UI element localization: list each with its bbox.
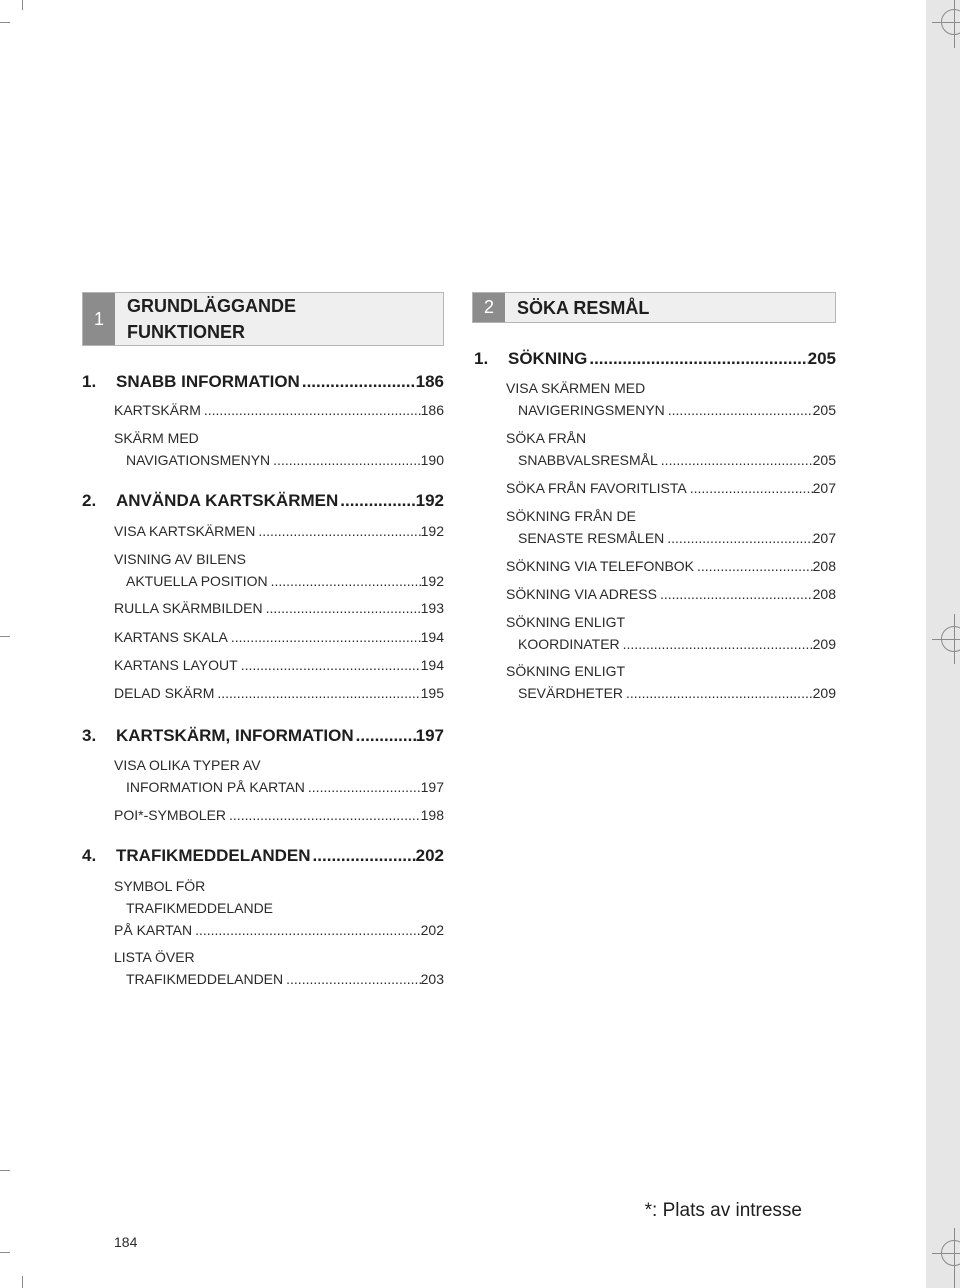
entry-title: KARTSKÄRM — [114, 402, 201, 418]
crop-mark — [932, 22, 960, 23]
chapter-page: 205 — [807, 349, 836, 368]
section-title-line: GRUNDLÄGGANDE — [127, 296, 296, 316]
leader-dots — [620, 633, 813, 655]
section-title — [127, 293, 435, 345]
leader-dots — [665, 399, 813, 421]
toc-entry[interactable] — [114, 754, 444, 798]
entry-page: 208 — [812, 586, 836, 602]
footnote: *: Plats av intresse — [644, 1200, 802, 1221]
leader-dots — [311, 846, 416, 866]
entry-title: SEVÄRDHETER — [518, 685, 624, 701]
toc-chapter[interactable] — [82, 726, 444, 746]
entry-page: 194 — [420, 629, 444, 645]
chapter-number: 4. — [82, 846, 97, 865]
leader-dots — [192, 919, 421, 941]
entry-title: SÖKA FRÅN FAVORITLISTA — [506, 480, 687, 496]
leader-dots — [268, 570, 421, 592]
toc-entry[interactable] — [114, 804, 444, 826]
toc-chapter[interactable] — [474, 349, 836, 369]
entry-title: SÖKNING VIA ADRESS — [506, 586, 657, 602]
chapter-number: 1. — [82, 372, 97, 391]
crop-mark — [0, 22, 10, 23]
leader-dots — [587, 349, 807, 369]
entry-title: POI*-SYMBOLER — [114, 807, 227, 823]
chapter-title: SNABB INFORMATION — [116, 372, 300, 391]
toc-chapter[interactable] — [82, 491, 444, 511]
entry-page: 207 — [812, 480, 836, 496]
toc-entry[interactable] — [506, 377, 836, 421]
toc-entry[interactable] — [506, 660, 836, 704]
entry-title: LISTA ÖVER — [114, 949, 195, 965]
chapter-page: 202 — [415, 846, 444, 865]
entry-page: 192 — [420, 573, 444, 589]
leader-dots — [305, 776, 421, 798]
entry-page: 203 — [420, 971, 444, 987]
toc-entry[interactable] — [114, 597, 444, 619]
toc-entry[interactable] — [114, 682, 444, 704]
entry-page: 190 — [420, 452, 444, 468]
chapter-title: ANVÄNDA KARTSKÄRMEN — [116, 491, 339, 510]
entry-title: KARTANS LAYOUT — [114, 657, 238, 673]
entry-page: 205 — [812, 452, 836, 468]
leader-dots — [664, 527, 812, 549]
entry-page: 186 — [420, 402, 444, 418]
toc-entry[interactable] — [114, 654, 444, 676]
entry-title: SÖKNING ENLIGT — [506, 663, 626, 679]
section-title-line: SÖKA RESMÅL — [517, 297, 650, 318]
crop-mark — [22, 0, 23, 10]
chapter-page: 186 — [415, 372, 444, 391]
entry-page: 205 — [812, 402, 836, 418]
entry-title: RULLA SKÄRMBILDEN — [114, 600, 263, 616]
crop-mark — [932, 1253, 960, 1254]
section-title-line: FUNKTIONER — [127, 322, 245, 342]
leader-dots — [354, 726, 416, 746]
leader-dots — [338, 491, 415, 511]
toc-entry[interactable] — [114, 520, 444, 542]
toc-entry[interactable] — [506, 555, 836, 577]
chapter-title: TRAFIKMEDDELANDEN — [116, 846, 311, 865]
crop-mark — [954, 0, 955, 48]
toc-entry[interactable] — [506, 427, 836, 471]
entry-title: SYMBOL FÖR — [114, 878, 206, 894]
entry-title: TRAFIKMEDDELANDE — [126, 900, 274, 916]
toc-entry[interactable] — [114, 399, 444, 421]
entry-title: SÖKA FRÅN — [506, 430, 587, 446]
leader-dots — [657, 583, 813, 605]
toc-entry[interactable] — [114, 427, 444, 471]
crop-mark — [932, 639, 960, 640]
entry-page: 192 — [420, 523, 444, 539]
entry-title: SÖKNING ENLIGT — [506, 614, 626, 630]
chapter-number: 2. — [82, 491, 97, 510]
leader-dots — [694, 555, 813, 577]
entry-page: 197 — [420, 779, 444, 795]
leader-dots — [228, 626, 421, 648]
entry-title: PÅ KARTAN — [114, 922, 193, 938]
entry-page: 209 — [812, 636, 836, 652]
section-title — [517, 293, 827, 322]
entry-title: KARTANS SKALA — [114, 629, 228, 645]
entry-page: 202 — [420, 922, 444, 938]
entry-title: SKÄRM MED — [114, 430, 199, 446]
section-header — [472, 292, 836, 323]
toc-entry[interactable] — [506, 477, 836, 499]
toc-entry[interactable] — [114, 548, 444, 592]
entry-title: SÖKNING FRÅN DE — [506, 508, 636, 524]
chapter-number: 3. — [82, 726, 97, 745]
chapter-title: KARTSKÄRM, INFORMATION — [116, 726, 354, 745]
entry-page: 209 — [812, 685, 836, 701]
entry-page: 195 — [420, 685, 444, 701]
chapter-page: 197 — [415, 726, 444, 745]
entry-page: 198 — [420, 807, 444, 823]
entry-title: TRAFIKMEDDELANDEN — [126, 971, 284, 987]
leader-dots — [214, 682, 420, 704]
section-header — [82, 292, 444, 346]
toc-entry[interactable] — [506, 505, 836, 549]
crop-mark — [0, 636, 10, 637]
leader-dots — [283, 968, 421, 990]
crop-mark — [0, 1170, 10, 1171]
entry-title: SÖKNING VIA TELEFONBOK — [506, 558, 695, 574]
leader-dots — [238, 654, 421, 676]
leader-dots — [255, 520, 420, 542]
leader-dots — [270, 449, 420, 471]
toc-entry[interactable] — [114, 946, 444, 990]
entry-title: SNABBVALSRESMÅL — [518, 452, 658, 468]
entry-title: VISNING AV BILENS — [114, 551, 247, 567]
entry-page: 193 — [420, 600, 444, 616]
section-number: 1 — [83, 293, 115, 345]
entry-title: KOORDINATER — [518, 636, 620, 652]
toc-chapter[interactable] — [82, 846, 444, 866]
toc-entry[interactable] — [506, 583, 836, 605]
entry-page: 207 — [812, 530, 836, 546]
toc-entry[interactable] — [114, 626, 444, 648]
toc-entry[interactable] — [114, 875, 444, 941]
entry-title: DELAD SKÄRM — [114, 685, 215, 701]
toc-chapter[interactable] — [82, 372, 444, 392]
page-number: 184 — [114, 1234, 138, 1250]
entry-title: VISA KARTSKÄRMEN — [114, 523, 256, 539]
section-number: 2 — [473, 293, 505, 322]
leader-dots — [623, 682, 813, 704]
entry-title: NAVIGATIONSMENYN — [126, 452, 271, 468]
entry-title: INFORMATION PÅ KARTAN — [126, 779, 305, 795]
entry-page: 194 — [420, 657, 444, 673]
entry-title: AKTUELLA POSITION — [126, 573, 268, 589]
chapter-number: 1. — [474, 349, 489, 368]
leader-dots — [263, 597, 421, 619]
chapter-title: SÖKNING — [508, 349, 588, 368]
entry-title: VISA OLIKA TYPER AV — [114, 757, 261, 773]
chapter-page: 192 — [415, 491, 444, 510]
leader-dots — [201, 399, 421, 421]
entry-page: 208 — [812, 558, 836, 574]
entry-title: NAVIGERINGSMENYN — [518, 402, 665, 418]
crop-mark — [0, 1252, 10, 1253]
crop-mark — [22, 1276, 23, 1288]
leader-dots — [300, 372, 416, 392]
leader-dots — [226, 804, 421, 826]
entry-title: SENASTE RESMÅLEN — [518, 530, 665, 546]
toc-entry[interactable] — [506, 611, 836, 655]
crop-mark — [954, 1228, 955, 1288]
entry-title: VISA SKÄRMEN MED — [506, 380, 646, 396]
leader-dots — [687, 477, 813, 499]
leader-dots — [658, 449, 813, 471]
